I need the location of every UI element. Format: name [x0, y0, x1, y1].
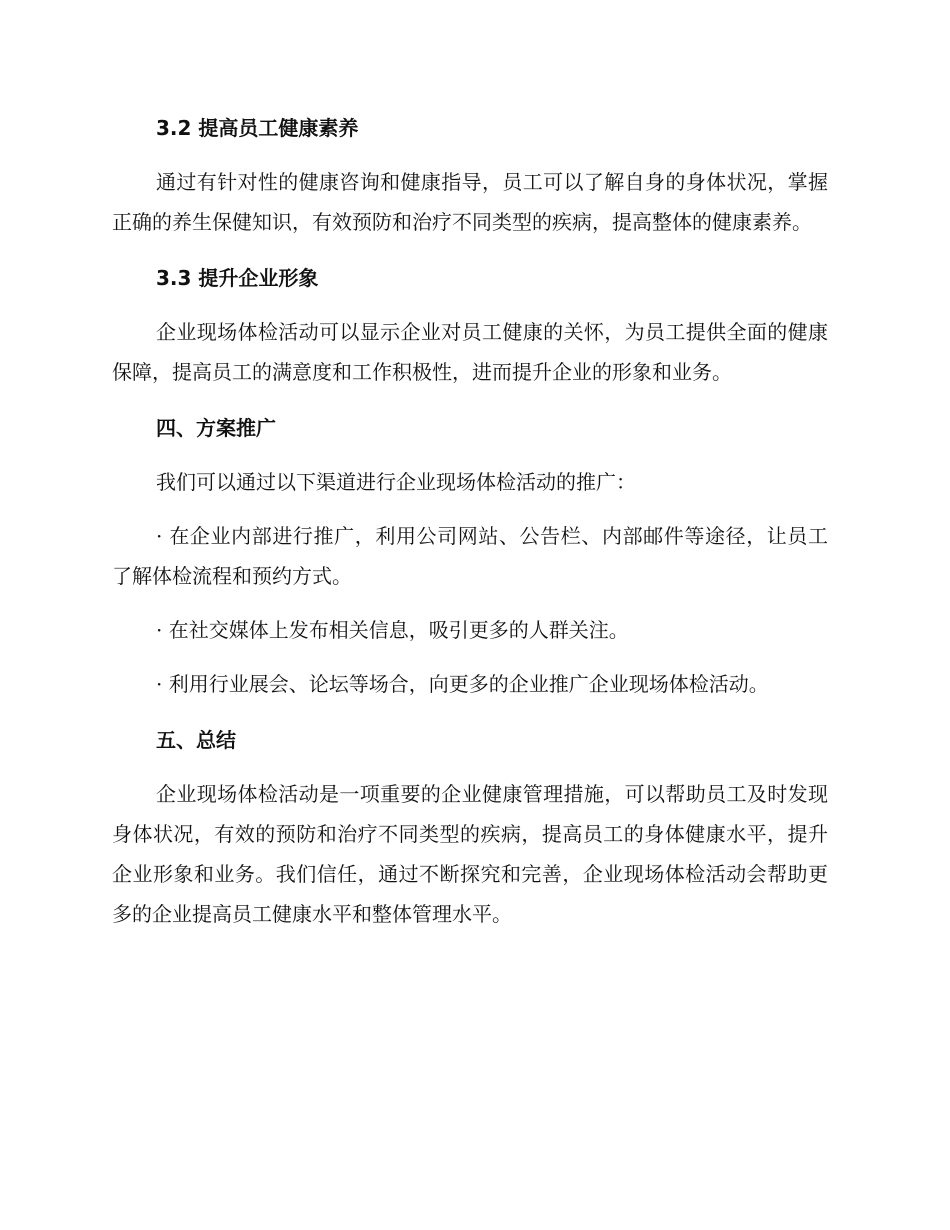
list-item: · 利用行业展会、论坛等场合，向更多的企业推广企业现场体检活动。 — [156, 672, 769, 696]
list-item: · 在企业内部进行推广，利用公司网站、公告栏、内部邮件等途径，让员工了解体检流程和预约方式。 — [112, 524, 828, 588]
document-content — [112, 108, 828, 934]
list-item: · 在社交媒体上发布相关信息，吸引更多的人群关注。 — [156, 618, 629, 642]
section-intro-4: 我们可以通过以下渠道进行企业现场体检活动的推广： — [156, 470, 636, 494]
section-body-3-2: 通过有针对性的健康咨询和健康指导，员工可以了解自身的身体状况，掌握正确的养生保健知识，有效预防和治疗不同类型的疾病，提高整体的健康素养。 — [112, 170, 828, 234]
section-heading-5: 五、总结 — [156, 728, 236, 752]
section-body-3-3: 企业现场体检活动可以显示企业对员工健康的关怀，为员工提供全面的健康保障，提高员工的满意度和工作积极性，进而提升企业的形象和业务。 — [112, 320, 828, 384]
section-heading-3-2: 3.2 提高员工健康素养 — [156, 116, 359, 140]
section-heading-3-3: 3.3 提升企业形象 — [156, 266, 319, 290]
section-body-5: 企业现场体检活动是一项重要的企业健康管理措施，可以帮助员工及时发现身体状况，有效的预防和治疗不同类型的疾病，提高员工的身体健康水平，提升企业形象和业务。我们信任，通过不断探究和完善，企业现场体检活动会帮助更多的企业提高员工健康水平和整体管理水平。 — [112, 782, 828, 926]
section-heading-4: 四、方案推广 — [156, 416, 276, 440]
